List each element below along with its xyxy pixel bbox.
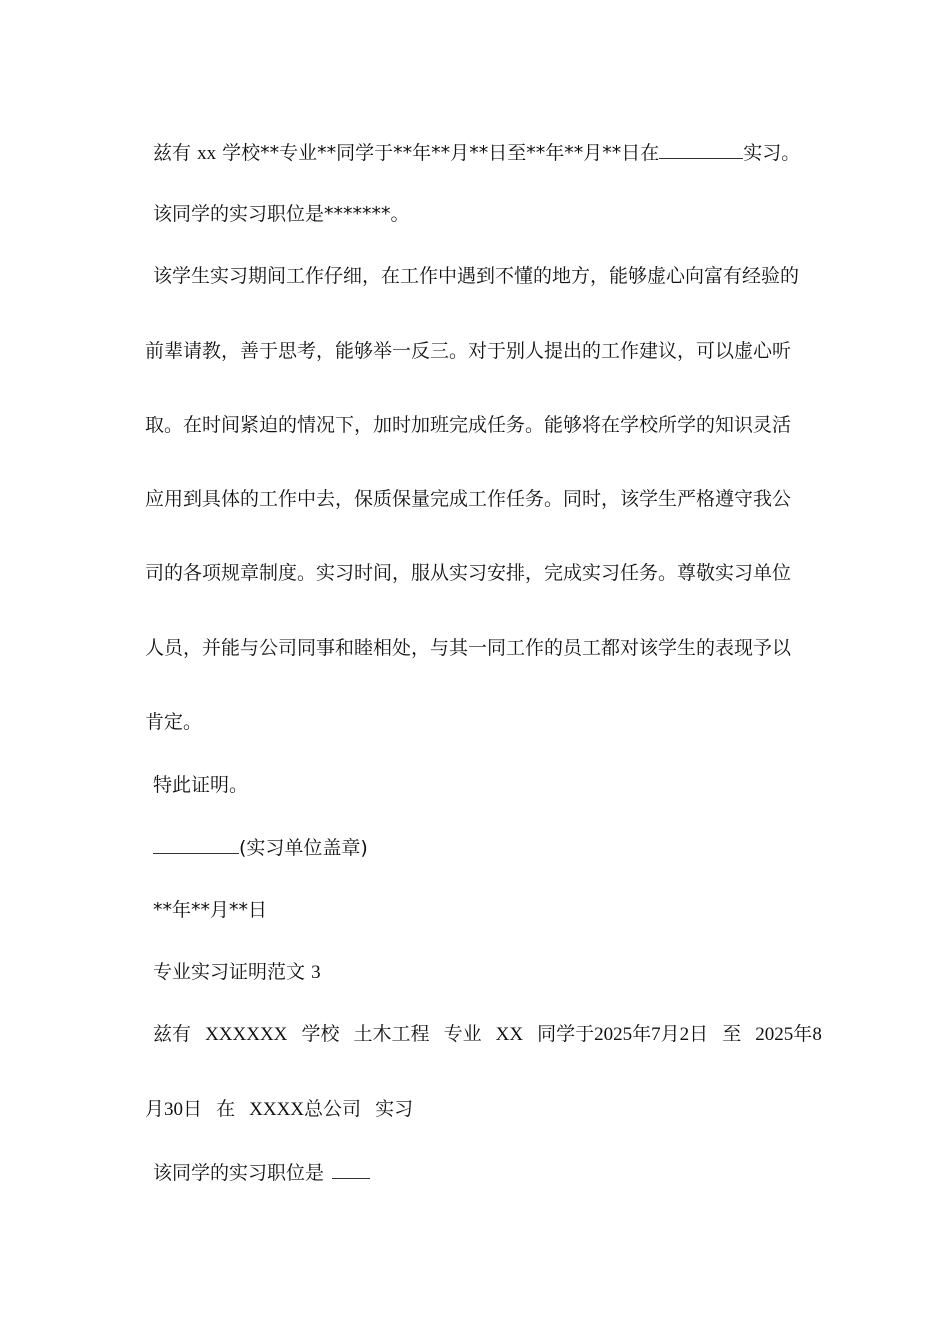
- sample-title: [153, 960, 321, 985]
- end-month-placeholder: **: [564, 142, 584, 164]
- sample-end-year: 2025: [755, 1024, 794, 1045]
- sample-student-name: XX: [495, 1024, 524, 1045]
- seal-label: (实习单位盖章): [239, 837, 368, 859]
- intro-month1: 月: [450, 142, 470, 164]
- sample-intro-line-1: [153, 1022, 822, 1047]
- evaluation-line-6: 人员，并能与公司同事和睦相处，与其一同工作的员工都对该学生的表现予以: [145, 637, 792, 659]
- student-placeholder: **: [317, 142, 337, 164]
- sample-w2: 学校: [301, 1023, 340, 1045]
- intro-month2: 月: [583, 142, 603, 164]
- sample-position-label: 该同学的实习职位是: [153, 1162, 325, 1184]
- intro-prefix: 兹有: [153, 142, 192, 164]
- sample-w8: 至: [722, 1023, 742, 1045]
- sample-start-month: 7: [651, 1024, 661, 1045]
- evaluation-line-2: 前辈请教，善于思考，能够举一反三。对于别人提出的工作建议，可以虚心听: [145, 340, 792, 362]
- sample-company-name: XXXX: [249, 1099, 305, 1120]
- date-year-placeholder: **: [153, 899, 172, 921]
- sample-w5: 年: [632, 1023, 652, 1045]
- date-month: 月: [210, 899, 230, 921]
- intro-year2: 年: [545, 142, 565, 164]
- position-label: 该同学的实习职位是: [153, 203, 325, 225]
- intro-major: 专业: [279, 142, 318, 164]
- start-month-placeholder: **: [431, 142, 451, 164]
- start-day-placeholder: **: [469, 142, 489, 164]
- intro-school: 学校: [222, 142, 261, 164]
- sample-l2-w2: 日: [183, 1098, 203, 1120]
- date-year: 年: [172, 899, 192, 921]
- sample-w9: 年: [793, 1023, 813, 1045]
- major-placeholder: **: [260, 142, 280, 164]
- evaluation-line-3: 取。在时间紧迫的情况下，加时加班完成任务。能够将在学校所学的知识灵活: [145, 414, 792, 436]
- start-year-placeholder: **: [393, 142, 413, 164]
- evaluation-line-7: 肯定。: [145, 711, 203, 733]
- sample-l2-w5: 实习: [375, 1098, 414, 1120]
- sample-position-line: [153, 1160, 370, 1185]
- date-day: 日: [248, 899, 268, 921]
- sample-w6: 月: [660, 1023, 680, 1045]
- sample-school-name: XXXXXX: [205, 1024, 288, 1045]
- sample-w4: 同学于: [537, 1023, 595, 1045]
- evaluation-line-4: 应用到具体的工作中去，保质保量完成工作任务。同时，该学生严格遵守我公: [145, 488, 792, 510]
- intro-day2-at: 日在: [621, 142, 660, 164]
- end-year-placeholder: **: [526, 142, 546, 164]
- intro-suffix: 实习。: [743, 142, 801, 164]
- sample-start-day: 2: [679, 1024, 690, 1045]
- sample-title-text: 专业实习证明范文: [153, 961, 306, 983]
- date-line: [153, 898, 267, 922]
- sample-l2-w4: 总公司: [304, 1098, 362, 1120]
- certify-statement: 特此证明。: [153, 774, 249, 796]
- end-day-placeholder: **: [602, 142, 622, 164]
- evaluation-line-1: 该学生实习期间工作仔细，在工作中遇到不懂的地方，能够虚心向富有经验的: [153, 265, 800, 287]
- position-end: 。: [390, 203, 410, 225]
- sample-major: 土木工程: [353, 1023, 430, 1045]
- sample-l2-w3: 在: [216, 1098, 236, 1120]
- evaluation-line-5: 司的各项规章制度。实习时间，服从实习安排，完成实习任务。尊敬实习单位: [145, 562, 792, 584]
- sample-w3: 专业: [443, 1023, 482, 1045]
- position-placeholder: *******: [324, 203, 391, 225]
- date-day-placeholder: **: [229, 899, 249, 921]
- sample-position-blank: [332, 1160, 370, 1179]
- position-paragraph: [153, 202, 410, 226]
- company-blank: [659, 140, 743, 159]
- sample-w1: 兹有: [153, 1023, 192, 1045]
- school-placeholder: xx: [197, 143, 217, 164]
- sample-end-month: 8: [812, 1024, 822, 1045]
- date-month-placeholder: **: [191, 899, 211, 921]
- sample-start-year: 2025: [594, 1024, 633, 1045]
- sample-intro-line-2: [145, 1097, 413, 1122]
- sample-end-day: 30: [164, 1099, 184, 1120]
- intro-day1-to: 日至: [488, 142, 527, 164]
- seal-blank: [153, 835, 239, 854]
- sample-w7: 日: [689, 1023, 709, 1045]
- intro-paragraph: [153, 140, 800, 166]
- sample-title-number: 3: [311, 962, 321, 983]
- intro-year1: 年: [412, 142, 432, 164]
- intro-student: 同学于: [336, 142, 394, 164]
- sample-l2-w1: 月: [145, 1098, 165, 1120]
- seal-line: [153, 835, 368, 860]
